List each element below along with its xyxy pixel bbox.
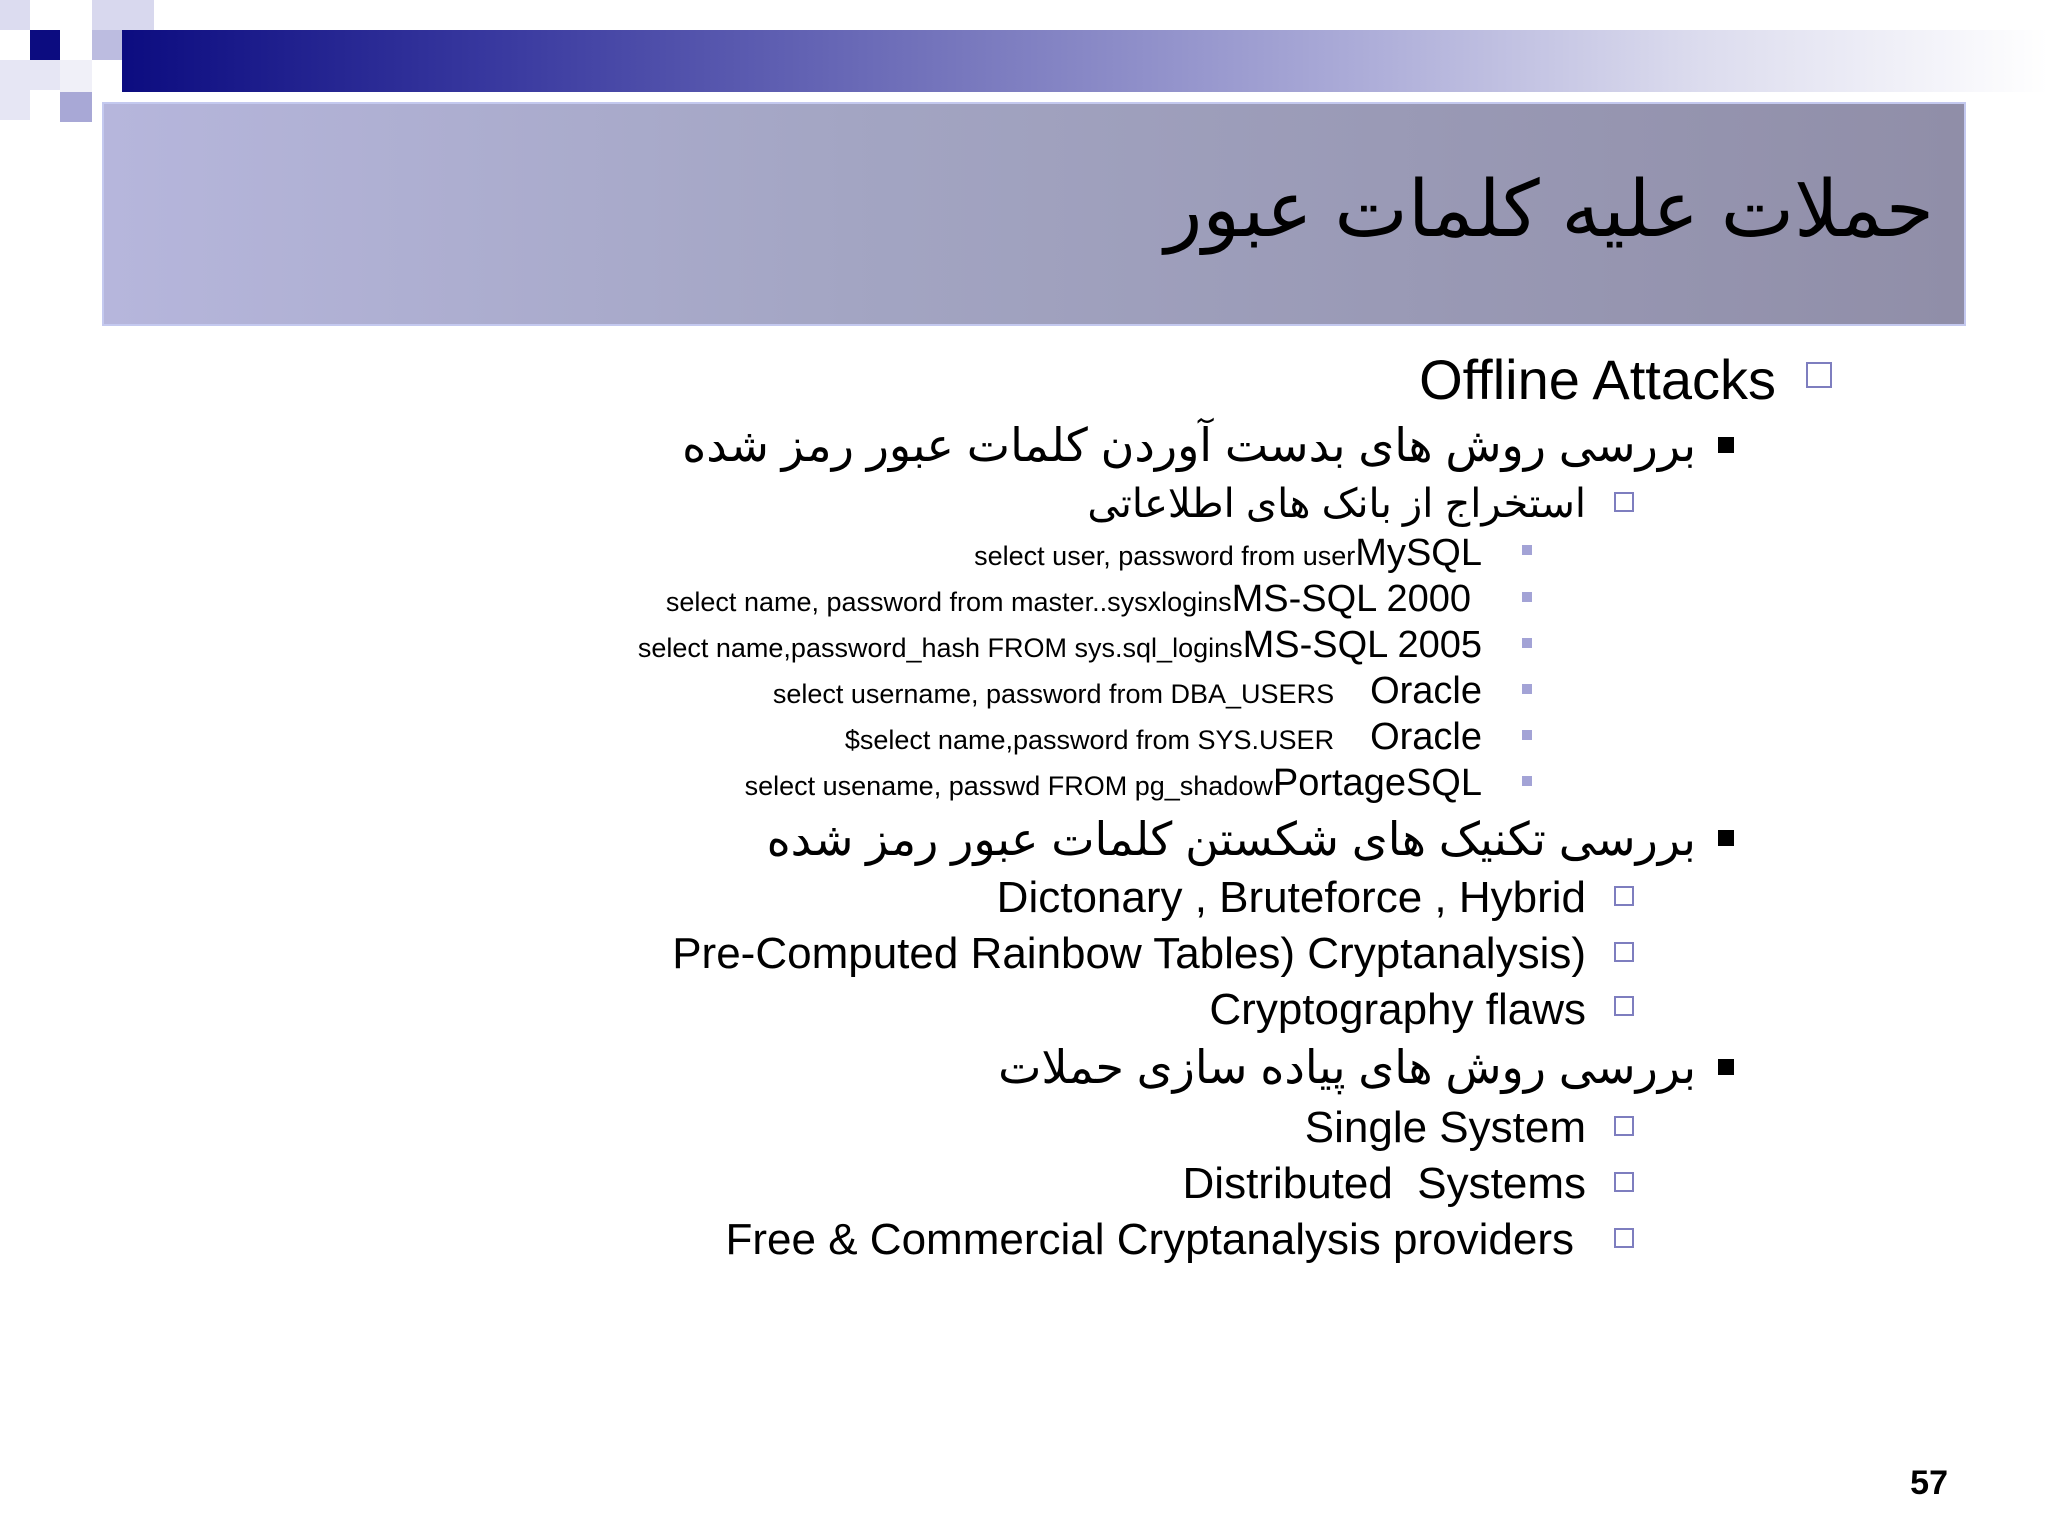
section-2-label: بررسی تکنیک های شکستن کلمات عبور رمز شده: [766, 813, 1696, 865]
query-db: PortageSQL: [1272, 762, 1482, 804]
implementation-item: Single System: [1304, 1103, 1586, 1152]
slide-title: حملات علیه کلمات عبور: [1164, 165, 1934, 253]
hollow-square-bullet-icon: [1614, 942, 1634, 962]
heading-offline-attacks: Offline Attacks: [1419, 348, 1776, 411]
query-db: MS-SQL 2005: [1242, 624, 1482, 666]
query-code: select user, password from user: [974, 541, 1356, 571]
query-db: MySQL: [1355, 532, 1482, 574]
query-row: [773, 672, 1482, 710]
query-row: [666, 580, 1471, 618]
decor-square: [60, 92, 92, 122]
implementation-item: Distributed Systems: [1182, 1159, 1586, 1208]
small-square-bullet-icon: [1522, 684, 1532, 694]
technique-item: Pre-Computed Rainbow Tables) Cryptanalysis): [672, 929, 1586, 978]
query-row: [974, 534, 1482, 572]
small-square-bullet-icon: [1522, 776, 1532, 786]
technique-item: Dictonary , Bruteforce , Hybrid: [996, 873, 1586, 922]
decor-square: [92, 0, 154, 30]
query-db: Oracle: [1370, 670, 1482, 712]
section-1-label: بررسی روش های بدست آوردن کلمات عبور رمز شده: [682, 419, 1696, 471]
page-number: 57: [1910, 1464, 1948, 1502]
decor-square: [92, 30, 122, 60]
implementation-item: Free & Commercial Cryptanalysis providers: [725, 1215, 1574, 1264]
query-code: $select name,password from SYS.USER: [844, 725, 1335, 755]
decor-square: [0, 0, 30, 30]
small-square-bullet-icon: [1522, 638, 1532, 648]
solid-square-bullet-icon: [1718, 437, 1734, 453]
query-row: [745, 764, 1482, 802]
query-db: MS-SQL 2000: [1231, 578, 1471, 620]
section-3-label: بررسی روش های پیاده سازی حملات: [998, 1041, 1696, 1093]
technique-item: Cryptography flaws: [1209, 985, 1586, 1034]
decor-square: [30, 30, 60, 60]
decor-square: [60, 60, 92, 92]
query-code: select usename, passwd FROM pg_shadow: [744, 771, 1273, 801]
small-square-bullet-icon: [1522, 730, 1532, 740]
section-1-sub: استخراج از بانک های اطلاعاتی: [1087, 482, 1586, 526]
hollow-square-bullet-icon: [1614, 1116, 1634, 1136]
query-row: [845, 718, 1482, 756]
query-code: select username, password from DBA_USERS: [772, 679, 1335, 709]
hollow-square-bullet-icon: [1614, 1228, 1634, 1248]
hollow-square-bullet-icon: [1614, 492, 1634, 512]
decor-square: [30, 60, 60, 90]
header-gradient-strip: [122, 30, 2048, 92]
solid-square-bullet-icon: [1718, 1059, 1734, 1075]
title-band: [102, 102, 1966, 326]
query-db: Oracle: [1370, 716, 1482, 758]
small-square-bullet-icon: [1522, 545, 1532, 555]
hollow-square-bullet-icon: [1806, 362, 1832, 388]
hollow-square-bullet-icon: [1614, 996, 1634, 1016]
hollow-square-bullet-icon: [1614, 886, 1634, 906]
hollow-square-bullet-icon: [1614, 1172, 1634, 1192]
query-code: select name, password from master..sysxlogins: [665, 587, 1232, 617]
solid-square-bullet-icon: [1718, 830, 1734, 846]
small-square-bullet-icon: [1522, 592, 1532, 602]
decor-square: [0, 60, 30, 120]
query-row: [638, 626, 1482, 664]
query-code: select name,password_hash FROM sys.sql_logins: [637, 633, 1243, 663]
